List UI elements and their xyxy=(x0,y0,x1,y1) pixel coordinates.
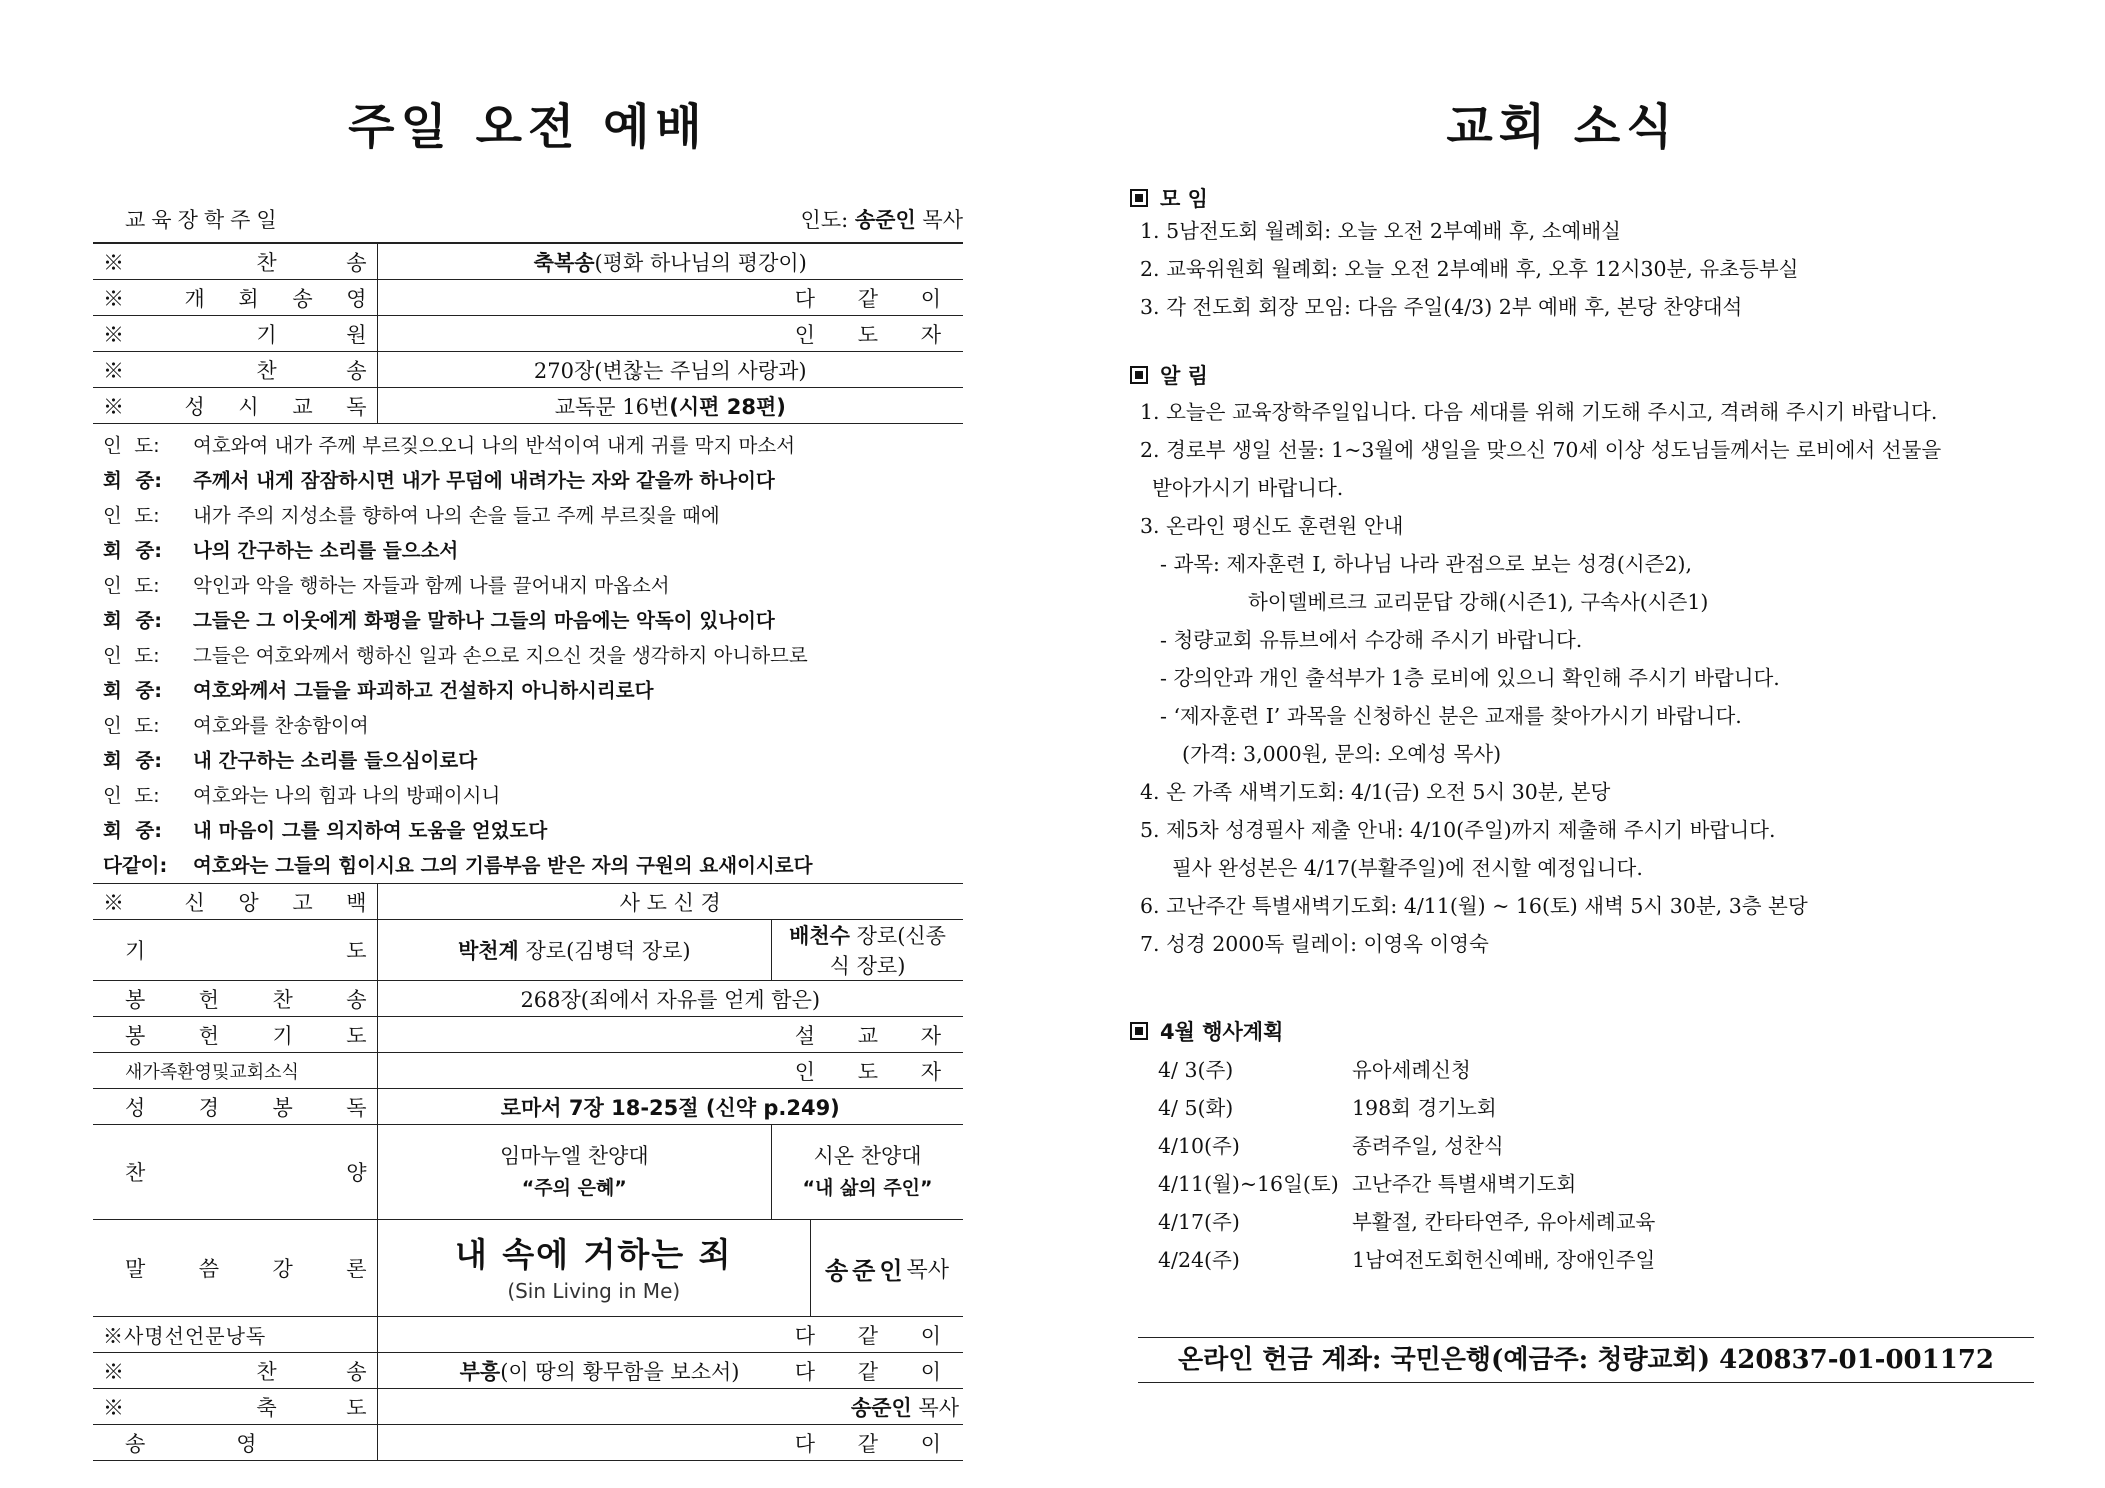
order-row xyxy=(93,243,963,280)
responsive-reading-table xyxy=(93,426,963,881)
responsive-speaker: 회 중: xyxy=(103,608,163,632)
event-name: 종려주일, 성찬식 xyxy=(1352,1134,1504,1158)
responsive-speaker: 인 도: xyxy=(103,503,160,527)
responsive-speaker: 회 중: xyxy=(103,468,163,492)
notice-item: 1. 오늘은 교육장학주일입니다. 다음 세대를 위해 기도해 주시고, 격려해 주시기 바랍니다. xyxy=(1140,400,1938,424)
meeting-item: 1. 5남전도회 월례회: 오늘 오전 2부예배 후, 소예배실 xyxy=(1140,219,1621,243)
responsive-reading xyxy=(93,424,963,884)
order-value: 다 같 이 xyxy=(794,1431,959,1456)
closing-hymn: 부흥(이 땅의 황무함을 보소서) xyxy=(459,1359,740,1384)
responsive-text: 여호와는 나의 힘과 나의 방패이시니 xyxy=(193,783,501,807)
event-date: 4/ 3(주) xyxy=(1158,1058,1234,1082)
responsive-line xyxy=(93,706,963,741)
meeting-item: 3. 각 전도회 회장 모임: 다음 주일(4/3) 2부 예배 후, 본당 찬양대석 xyxy=(1140,295,1743,319)
responsive-text: 악인과 악을 행하는 자들과 함께 나를 끌어내지 마옵소서 xyxy=(193,573,670,597)
responsive-line xyxy=(93,741,963,776)
event-name: 유아세례신청 xyxy=(1352,1058,1471,1082)
event-date: 4/24(주) xyxy=(1158,1248,1240,1272)
notice-item: 하이델베르크 교리문답 강해(시즌1), 구속사(시즌1) xyxy=(1248,590,1709,614)
order-value: 다 같 이 xyxy=(794,286,959,311)
responsive-text: 여호와께서 그들을 파괴하고 건설하지 아니하시리로다 xyxy=(193,678,654,702)
responsive-speaker: 인 도: xyxy=(103,783,160,807)
notice-item: 4. 온 가족 새벽기도회: 4/1(금) 오전 5시 30분, 본당 xyxy=(1140,780,1611,804)
responsive-line xyxy=(93,426,963,461)
order-value: 축복송(평화 하나님의 평강이) xyxy=(533,250,807,275)
responsive-line xyxy=(93,566,963,601)
notices-heading: 알 림 xyxy=(1130,360,1208,390)
order-row xyxy=(93,1220,963,1317)
responsive-text: 그들은 여호와께서 행하신 일과 손으로 지으신 것을 생각하지 아니하므로 xyxy=(193,643,808,667)
responsive-text: 내 간구하는 소리를 들으심이로다 xyxy=(193,748,478,772)
order-label: 찬 양 xyxy=(93,1125,377,1220)
order-row xyxy=(93,1125,963,1220)
order-label: ※ 찬 송 xyxy=(93,1353,377,1389)
notice-item: - 청량교회 유튜브에서 수강해 주시기 바랍니다. xyxy=(1160,628,1583,652)
meeting-item: 2. 교육위원회 월례회: 오늘 오전 2부예배 후, 오후 12시30분, 유초등부실 xyxy=(1140,257,1799,281)
event-date: 4/17(주) xyxy=(1158,1210,1240,1234)
order-row xyxy=(93,1353,963,1389)
responsive-text: 여호와는 그들의 힘이시요 그의 기름부음 받은 자의 구원의 요새이시로다 xyxy=(193,853,813,877)
order-label: ※ 성 시 교 독 xyxy=(93,388,377,424)
leader-info: 인도: 송준인 목사 xyxy=(800,208,963,232)
order-value: 인 도 자 xyxy=(794,1059,959,1084)
order-value: 인 도 자 xyxy=(794,322,959,347)
choir-1 xyxy=(377,1125,772,1220)
choir-2 xyxy=(772,1125,963,1220)
order-value: 사 도 신 경 xyxy=(619,890,721,915)
notice-item: - 과목: 제자훈련 I, 하나님 나라 관점으로 보는 성경(시즌2), xyxy=(1160,552,1692,576)
order-row xyxy=(93,352,963,388)
news-title: 교회 소식 xyxy=(1446,99,1679,155)
responsive-line xyxy=(93,636,963,671)
notice-item: 필사 완성본은 4/17(부활주일)에 전시할 예정입니다. xyxy=(1172,856,1643,880)
responsive-text: 여호와를 찬송함이여 xyxy=(193,713,369,737)
order-row xyxy=(93,388,963,424)
order-row xyxy=(93,1053,963,1089)
filled-square-icon xyxy=(1130,189,1148,207)
order-label: ※ 신 앙 고 백 xyxy=(93,884,377,920)
order-label: ※ 찬 송 xyxy=(93,243,377,280)
event-date: 4/11(월)~16일(토) xyxy=(1158,1172,1339,1196)
events-heading: 4월 행사계획 xyxy=(1130,1016,1283,1046)
worship-title: 주일 오전 예배 xyxy=(348,99,708,155)
responsive-line xyxy=(93,601,963,636)
order-row xyxy=(93,920,963,981)
responsive-speaker: 인 도: xyxy=(103,433,160,457)
order-row xyxy=(93,884,963,920)
responsive-speaker: 인 도: xyxy=(103,713,160,737)
sermon-preacher: 송준인 목사 xyxy=(824,1256,950,1285)
meetings-heading: 모 임 xyxy=(1130,183,1208,213)
responsive-speaker: 다같이: xyxy=(103,853,168,877)
order-row xyxy=(93,1389,963,1425)
order-value: 설 교 자 xyxy=(794,1023,959,1048)
event-name: 198회 경기노회 xyxy=(1352,1096,1497,1120)
responsive-line xyxy=(93,776,963,811)
online-offering-account: 온라인 헌금 계좌: 국민은행(예금주: 청량교회) 420837-01-001172 xyxy=(1138,1337,2034,1383)
order-label: ※사명선언문낭독 xyxy=(93,1317,377,1353)
service-header xyxy=(93,200,963,236)
responsive-line xyxy=(93,461,963,496)
responsive-line xyxy=(93,671,963,706)
event-name: 고난주간 특별새벽기도회 xyxy=(1352,1172,1577,1196)
responsive-speaker: 회 중: xyxy=(103,818,163,842)
responsive-line xyxy=(93,811,963,846)
order-label: 봉 헌 기 도 xyxy=(93,1017,377,1053)
prayer-elder-2: 배천수 장로(신종식 장로) xyxy=(789,924,946,978)
benediction-value: 송준인 목사 xyxy=(850,1395,959,1420)
notice-item: - ‘제자훈련 I’ 과목을 신청하신 분은 교재를 찾아가시기 바랍니다. xyxy=(1160,704,1742,728)
scripture-reference: 로마서 7장 18-25절 (신약 p.249) xyxy=(500,1095,840,1120)
order-label: ※ 기 원 xyxy=(93,316,377,352)
responsive-text: 주께서 내게 잠잠하시면 내가 무덤에 내려가는 자와 같을까 하나이다 xyxy=(193,468,775,492)
order-label: ※ 찬 송 xyxy=(93,352,377,388)
event-name: 1남여전도회헌신예배, 장애인주일 xyxy=(1352,1248,1656,1272)
order-value: 다 같 이 xyxy=(794,1359,959,1384)
choir-1-name: 임마누엘 찬양대 xyxy=(499,1144,649,1168)
notice-item: 3. 온라인 평신도 훈련원 안내 xyxy=(1140,514,1404,538)
notice-item: - 강의안과 개인 출석부가 1층 로비에 있으니 확인해 주시기 바랍니다. xyxy=(1160,666,1780,690)
event-date: 4/ 5(화) xyxy=(1158,1096,1234,1120)
order-row xyxy=(93,316,963,352)
order-label: 새가족환영및교회소식 xyxy=(93,1053,377,1089)
occasion-label: 교육장학주일 xyxy=(125,208,283,232)
order-row xyxy=(93,1089,963,1125)
notice-item: 5. 제5차 성경필사 제출 안내: 4/10(주일)까지 제출해 주시기 바랍니다. xyxy=(1140,818,1776,842)
order-label: ※ 개 회 송 영 xyxy=(93,280,377,316)
responsive-text: 내 마음이 그를 의지하여 도움을 얻었도다 xyxy=(193,818,548,842)
order-row xyxy=(93,280,963,316)
responsive-speaker: 회 중: xyxy=(103,678,163,702)
sermon-title-box xyxy=(378,1220,811,1316)
choir-2-song: “내 삶의 주인” xyxy=(802,1177,933,1199)
prayer-elder-1: 박천계 장로(김병덕 장로) xyxy=(377,920,772,981)
worship-order-table xyxy=(93,242,963,1461)
notice-item: (가격: 3,000원, 문의: 오예성 목사) xyxy=(1182,742,1502,766)
order-label: 봉 헌 찬 송 xyxy=(93,981,377,1017)
order-label: 말 씀 강 론 xyxy=(93,1220,377,1317)
responsive-line xyxy=(93,846,963,881)
order-row xyxy=(93,1425,963,1461)
event-date: 4/10(주) xyxy=(1158,1134,1240,1158)
notice-item: 받아가시기 바랍니다. xyxy=(1152,476,1344,500)
choir-1-song: “주의 은혜” xyxy=(521,1177,627,1199)
notice-item: 7. 성경 2000독 릴레이: 이영옥 이영숙 xyxy=(1140,932,1489,956)
event-name: 부활절, 칸타타연주, 유아세례교육 xyxy=(1352,1210,1656,1234)
sermon-title: 내 속에 거하는 죄 xyxy=(454,1235,733,1274)
notice-item: 6. 고난주간 특별새벽기도회: 4/11(월) ~ 16(토) 새벽 5시 30분, 3층 본당 xyxy=(1140,894,1808,918)
order-row xyxy=(93,1017,963,1053)
order-label: ※ 축 도 xyxy=(93,1389,377,1425)
choir-2-name: 시온 찬양대 xyxy=(813,1144,922,1168)
order-value: 다 같 이 xyxy=(794,1323,959,1348)
order-value: 270장(변찮는 주님의 사랑과) xyxy=(533,358,807,383)
responsive-text: 여호와여 내가 주께 부르짖으오니 나의 반석이여 내게 귀를 막지 마소서 xyxy=(193,433,796,457)
notice-item: 2. 경로부 생일 선물: 1~3월에 생일을 맞으신 70세 이상 성도님들께서는 로비에서 선물을 xyxy=(1140,438,1942,462)
order-label: 성 경 봉 독 xyxy=(93,1089,377,1125)
filled-square-icon xyxy=(1130,1022,1148,1040)
responsive-line xyxy=(93,531,963,566)
sermon-title-english: (Sin Living in Me) xyxy=(507,1279,681,1303)
responsive-text: 나의 간구하는 소리를 들으소서 xyxy=(193,538,459,562)
responsive-speaker: 인 도: xyxy=(103,573,160,597)
responsive-speaker: 회 중: xyxy=(103,538,163,562)
order-label: 기 도 xyxy=(93,920,377,981)
order-row xyxy=(93,1317,963,1353)
worship-order-page xyxy=(93,0,963,1488)
order-value: 268장(죄에서 자유를 얻게 함은) xyxy=(520,987,821,1012)
responsive-speaker: 회 중: xyxy=(103,748,163,772)
responsive-text: 그들은 그 이웃에게 화평을 말하나 그들의 마음에는 악독이 있나이다 xyxy=(193,608,775,632)
responsive-speaker: 인 도: xyxy=(103,643,160,667)
filled-square-icon xyxy=(1130,366,1148,384)
church-news-page xyxy=(1130,0,2035,1488)
sermon-cell xyxy=(377,1220,963,1317)
order-label: 송 영 xyxy=(93,1425,377,1461)
order-row xyxy=(93,981,963,1017)
responsive-text: 내가 주의 지성소를 향하여 나의 손을 들고 주께 부르짖을 때에 xyxy=(193,503,720,527)
responsive-line xyxy=(93,496,963,531)
order-value: 교독문 16번(시편 28편) xyxy=(554,394,786,419)
